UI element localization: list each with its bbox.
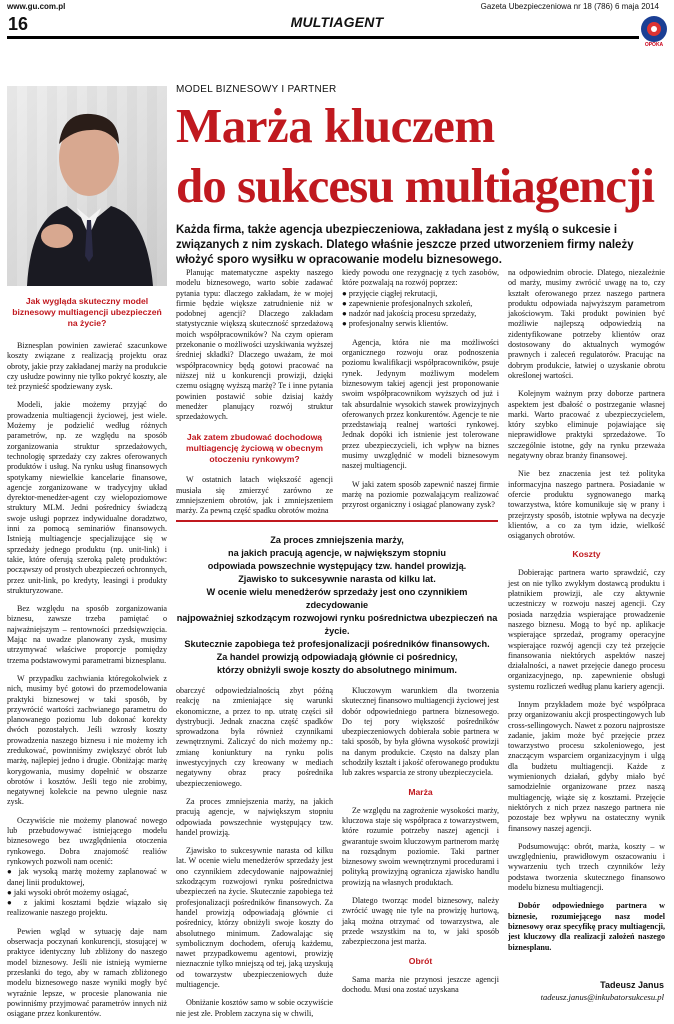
column-3-bottom — [342, 686, 499, 995]
article-lead: Każda firma, także agencja ubezpieczeniowa, zakładana jest z myślą o sukcesie i związanych z nim zyskach. Dlatego właśnie jeszcze przed utworzeniem firmy należy włożyć sporo wysiłku w opracowanie modelu biznesowego. — [176, 224, 634, 266]
pull-line-6: najpoważniej szkodzącym rozwojowi rynku pośrednictwa ubezpieczeń na życie. — [176, 613, 498, 636]
pull-line-3: odpowiada powszechnie występujący tzw. handel prowizją. — [207, 561, 467, 571]
col2-para-1: Planując matematyczne aspekty naszego modelu biznesowego, warto sobie zadawać pytania typu: dlaczego zakładam, że w mojej firmie będzie większe zatrudnienie niż w podobnej agencji? Dlaczego zakładam statystycznie większą skuteczność sprzedażową moich współpracowników? Na czym opieram przekonanie o możliwości uzyskiwania wyższej średniej składki? Dlaczego uważam, że moi współpracownicy będą gotowi pracować na niższej niż u konkurencji prowizji, dzięki czemu osiągnę wyższą marżę? Te i inne pytania powinien postawić sobie dzisiaj każdy menedżer planujący rozwój struktur sprzedażowych. — [176, 268, 333, 422]
author-name: Tadeusz Janus — [600, 980, 664, 990]
pull-line-1: Za proces zmniejszenia marży, — [270, 535, 404, 545]
pull-line-5: W ocenie wielu menedżerów sprzedaży jest ono czynnikiem zdecydowanie — [206, 587, 468, 610]
col3-para-3: W jaki zatem sposób zapewnić naszej firmie marżę na poziomie pozwalającym realizować przyrost organiczny i osiągać planowany zysk? — [342, 479, 499, 510]
col3-bullet-2: ● zapewnienie profesjonalnych szkoleń, — [342, 298, 473, 308]
col2-para-6: Obniżanie kosztów samo w sobie oczywiście nie jest złe. Problem zaczyna się w chwili, — [176, 998, 333, 1018]
col4-para-1: na odpowiednim obrocie. Dlatego, niezależnie od marży, musimy zwrócić uwagę na to, czy kształt oferowanego przez naszego partnera produktu odpowiada najwyższym parametrom jakościowym. Taki produkt powinien być możliwie najlepszą odpowiedzią na zidentyfikowane potrzeby klientów oraz dostosowany do aktualnych wymogów prawnych i zaleceń regulatorów. Pracując na dobrym produkcie, łatwiej o uzyskanie obrotu określonej wartości. — [508, 268, 665, 380]
col4-para-6: Podsumowując: obrót, marża, koszty – w uwzględnieniu, prawidłowym oszacowaniu i wywarzeniu tych trzech czynników leży podstawa tworzenia skutecznego finansowo modelu biznesu multiagencji. — [508, 841, 665, 893]
col4-para-5: Innym przykładem może być współpraca przy organizowaniu akcji prospectingowych lub cross-sellingowych. Nawet z pozoru najprostsze zadanie, jakim może być przejęcie przez towarzystwo procesu szkoleniowego, jest znaczącym wsparciem organizacyjnym i ulgą dla budżetu multiagencji. Każde z wymienionych działań, gdyby miało być samodzielnie organizowane przez naszą multiagencję, wiąże się z kosztami. Przejęcie niektórych z nich przez naszego partnera nie pozostaje bez wpływu na ostateczny wynik finansowy naszej agencji. — [508, 699, 665, 833]
col4-subheading-koszty: Koszty — [572, 549, 601, 560]
article-title-line2: do sukcesu multiagencji — [176, 158, 654, 213]
top-bar — [7, 2, 667, 14]
publisher-logo-icon — [641, 16, 667, 42]
header-rule — [7, 36, 639, 39]
pull-line-4: Zjawisko to sukcesywnie narasta od kilku lat. — [238, 574, 436, 584]
photo-caption: Jak wygląda skuteczny model biznesowy multiagencji ubezpieczeń na życie? — [12, 296, 162, 328]
article-kicker: MODEL BIZNESOWY I PARTNER — [176, 84, 337, 95]
col1-para-1: Biznesplan powinien zawierać szacunkowe koszty związane z realizacją projektu oraz obroty, jakie przy zakładanej marży na produkcie czy usłudze powinny nie tylko pokryć koszty, ale też przynieść spodziewany zysk. — [7, 341, 167, 392]
col1-para-5: Oczywiście nie możemy planować nowego lub przebudowywać istniejącego modelu biznesowego bez uwzględnienia otoczenia rynkowego. Dobra znajomość realiów rynkowych pozwoli nam ocenić: — [7, 815, 167, 866]
pull-line-9: którzy obniżyli swoje koszty do absolutnego minimum. — [217, 665, 457, 675]
col3-para-5: Ze względu na zagrożenie wysokości marży, kluczowa staje się współpraca z towarzystwem, które rozumie potrzeby naszej agencji i gwarantuje swoim kluczowym partnerom marżę na rozsądnym poziomie. Taki partner biznesowy swoim wewnętrznymi procedurami i polityką prowizyjną ogranicza zjawisko handlu prowizją na własnych produktach. — [342, 805, 499, 887]
col1-para-4: W przypadku zachwiania któregokolwiek z nich, musimy być gotowi do przemodelowania praktyki biznesowej w taki sposób, by przywrócić wartości zachwianego parametru do planowanego poziomu lub dokonać korekty dwóch pozostałych. Jeśli wzrosły koszty prowadzenia naszego biznesu i nie możemy ich zredukować, powinniśmy zwiększyć obrót lub marżę, najlepiej jedno i drugie. Obniżając marżę korygowania, musimy dopełnić w obszarze obrotów i kosztów. Jeśli tego nie zrobimy, negatywnej kolekcie na pewno ulegnie nasz zysk. — [7, 673, 167, 807]
publisher-logo-text: OPOKA — [644, 42, 664, 48]
col1-para-2: Modeli, jakie możemy przyjąć do prowadzenia multiagencji życiowej, jest wiele. Możemy je podzielić według różnych parametrów, np. ze względu na sposób zorganizowania struktur sprzedażowych, technologię sprzedaży czy zakres oferowanych produktów i usług. Na rynku usług finansowych spotykamy niewielkie kancelarie finansowe, agencje zorganizowane w tradycyjny układ dyrektor-menedżer-agent czy wielopoziomowe struktury MLM. Jedni pośrednicy świadczą swoje usługi poprzez indywidualne doradztwo, inni za pomocą seminariów finansowych. Istnieją multiagencje specjalizujące się w sprzedaży jednego produktu (np. unit-link) i takie, które oferują szeroką paletę produktów: począwszy od prostych ubezpieczeń ochronnych, przez unit-link, po kredyty, leasingi i produkty strukturyzowane. — [7, 400, 167, 595]
col4-para-4: Dobierając partnera warto sprawdzić, czy jest on nie tylko zwykłym dostawcą produktu i płatnikiem prowizji, ale czy aktywnie uczestniczy w rozwoju naszej agencji. Czy posiada narzędzia wspierające prowadzenie naszego biznesu. Mogą to być np. aplikacje wspierające sprzedaż, programy operacyjne wspierające rozwój agencji czy też przejęcie finansowania niektórych aspektów naszej działalności, a nawet przejęcie danego procesu organizacyjnego, np. zapewnienie obsługi systemu rozliczeń według planu kariery agencji. — [508, 568, 665, 691]
col3-bullet-1: ● przyjęcie ciągłej rekrutacji, — [342, 288, 438, 298]
pull-line-8: Za handel prowizją odpowiadają głównie ci pośrednicy, — [216, 652, 458, 662]
column-3-top — [342, 268, 499, 511]
col1-bullet-2: ● jaki wysoki obrót możemy osiągać, — [7, 887, 129, 897]
col3-subheading-marza: Marża — [408, 786, 433, 797]
col4-para-2: Kolejnym ważnym przy doborze partnera aspektem jest dbałość o postrzeganie własnej marki. Warto pracować z ubezpieczycielem, który szybko eliminuje pojawiające się nieprawidłowe praktyki sprzedażowe. To szczególnie istotne, gdy na rynku przeważa negatywny obraz branży finansowej. — [508, 389, 665, 461]
column-2-top — [176, 268, 333, 517]
col3-para-4: Kluczowym warunkiem dla tworzenia skutecznej finansowo multiagencji życiowej jest dobór odpowiedniego partnera biznesowego. Do tej pory większość pośredników ubezpieczeniowych dobierała sobie partnera w taki sposób, by była główna wysokość prowizji na danym produkcie. Często na dalszy plan schodziły kształt i jakość oferowanego produktu lub zakres wsparcia ze strony ubezpieczyciela. — [342, 686, 499, 778]
section-title: MULTIAGENT — [290, 14, 384, 30]
col3-bullet-4: ● profesjonalny serwis klientów. — [342, 319, 448, 329]
column-2-bottom — [176, 686, 333, 1019]
author-email[interactable]: tadeusz.janus@inkubatorsukcesu.pl — [540, 992, 664, 1002]
col2-para-5: Zjawisko to sukcesywnie narasta od kilku lat. W ocenie wielu menedżerów sprzedaży jest ono czynnikiem zdecydowanie najpoważniej szkodzącym rozwojowi rynku pośrednictwa ubezpieczeń na życie. Skutecznie zapobiega też profesjonalizacji pośredników finansowych. Za handel prowizją odpowiadają głównie ci pośrednicy, którzy obniżyli swoje koszty do absolutnego minimum. Zadowalając się symbolicznym dochodem, oferują każdemu, nawet przypadkowemu agentowi, prowizję nieznacznie tylko mniejszą od tej, jaką uzyskują od towarzystw ubezpieczeniowych duże multiagencje. — [176, 846, 333, 990]
col1-bullet-1: ● jak wysoką marżę możemy zaplanować w danej linii produktowej, — [7, 867, 167, 887]
page-number: 16 — [8, 14, 29, 34]
col2-para-4: Za proces zmniejszenia marży, na jakich pracują agencje, w największym stopniu odpowiada powszechnie występujący tzw. handel prowizją. — [176, 796, 333, 837]
col3-para-7: Sama marża nie przynosi jeszcze agencji dochodu. Musi ona zostać uzyskana — [342, 974, 499, 994]
col3-bullet-3: ● nadzór nad jakością procesu sprzedaży, — [342, 309, 477, 319]
issue-info: Gazeta Ubezpieczeniowa nr 18 (786) 6 maja 2014 — [480, 2, 659, 11]
col1-para-3: Bez względu na sposób zorganizowania biznesu, zawsze trzeba pamiętać o najważniejszym – rentowności przedsięwzięcia. Mając na uwadze planowany zysk, musimy utrzymywać właściwe proporcje pomiędzy trzema podstawowymi parametrami biznesplanu. — [7, 604, 167, 665]
col2-para-2: W ostatnich latach większość agencji musiała się zmierzyć zarówno ze zmniejszeniem obrotów, jak i zmniejszeniem marży. Za pewną część spadku obrotów można — [176, 475, 333, 516]
col3-para-6: Dlatego tworząc model biznesowy, należy zwrócić uwagę nie tyle na prowizję hurtową, jaką można otrzymać od towarzystwa, ale przede wszystkim na to, w jaki sposób zabezpieczona jest marża. — [342, 896, 499, 947]
pull-quote-rule — [176, 520, 498, 522]
pull-quote — [176, 534, 498, 677]
col1-para-6: Pewien wgląd w sytuację daje nam obserwacja poczynań konkurencji, stosującej w praktyce identyczny lub zbliżony do naszego model biznesowy. Jeśli nie istnieją wymierne przesłanki do tego, aby w ramach zbliżonego modelu biznesowego nasze wyniki mogły być wyraźnie lepsze, w procesie planowania nie powinniśmy przyjmować parametrów innych niż osiągane przez konkurentów. — [7, 926, 167, 1019]
pull-line-7: Skutecznie zapobiega też profesjonalizacji pośredników finansowych. — [184, 639, 490, 649]
col3-subheading-obrot: Obrót — [408, 955, 433, 966]
author-photo — [7, 86, 167, 286]
col4-para-7: Dobór odpowiedniego partnera w biznesie, rozumiejącego nasz model biznesowy oraz specyfikę pracy multiagencji, jest kluczowy dla realizacji założeń naszego biznesplanu. — [508, 901, 665, 952]
col3-para-2: Agencja, która nie ma możliwości organicznego rozwoju oraz podnoszenia poziomu kwalifikacji współpracowników, psuje rynek. Jedynym możliwym modelem biznesowym takiej agencji jest proponowanie swoim współpracownikom wyższych od już i tak absurdalnie wysokich stawek prowizyjnych oferowanych przez konkurentów. Agencje te nie przedstawiają realnej wartości rynkowej. Jednak dopóki ich istnienie jest tolerowane przez ubezpieczycieli, ich wpływ na biznes musimy uwzględnić w modeli biznesowym naszej multiagencji. — [342, 337, 499, 471]
column-4 — [508, 268, 665, 953]
col2-para-3: obarczyć odpowiedzialnością zbyt późną reakcję na zmieniające się warunki ekonomiczne, a przez to np. utratę części sił dystrybucji. Jednak znaczna część spadków sprowadzona była również czynnikami zewnętrznymi. Zaliczyć do nich możemy np.: zmianę koniunktury na rynku polis inwestycyjnych czy kreowany w mediach negatywny obraz pracy pośrednika ubezpieczeniowego. — [176, 686, 333, 788]
column-1 — [7, 296, 167, 1019]
col1-bullet-3: ● z jakimi kosztami będzie wiązało się realizowanie naszego projektu. — [7, 898, 167, 918]
site-url: www.gu.com.pl — [7, 2, 66, 11]
col3-para-1: kiedy powodu one rezygnację z tych zasobów, które pozwalają na rozwój poprzez: — [342, 268, 499, 288]
pull-line-2: na jakich pracują agencje, w największym stopniu — [227, 548, 447, 558]
col4-para-3: Nie bez znaczenia jest też polityka informacyjna naszego partnera. Posiadanie w ofercie produktu sygnowanego marką towarzystwa, które komunikuje się w prany i przejrzysty sposób, istotnie wpływa na decyzje klientów, a co za tym idzie, wielkość osiąganych obrotów. — [508, 469, 665, 541]
article-title-line1: Marża kluczem — [176, 98, 495, 153]
col2-subheading: Jak zatem zbudować dochodową multiagencję życiową w obecnym otoczeniu rynkowym? — [185, 432, 324, 465]
